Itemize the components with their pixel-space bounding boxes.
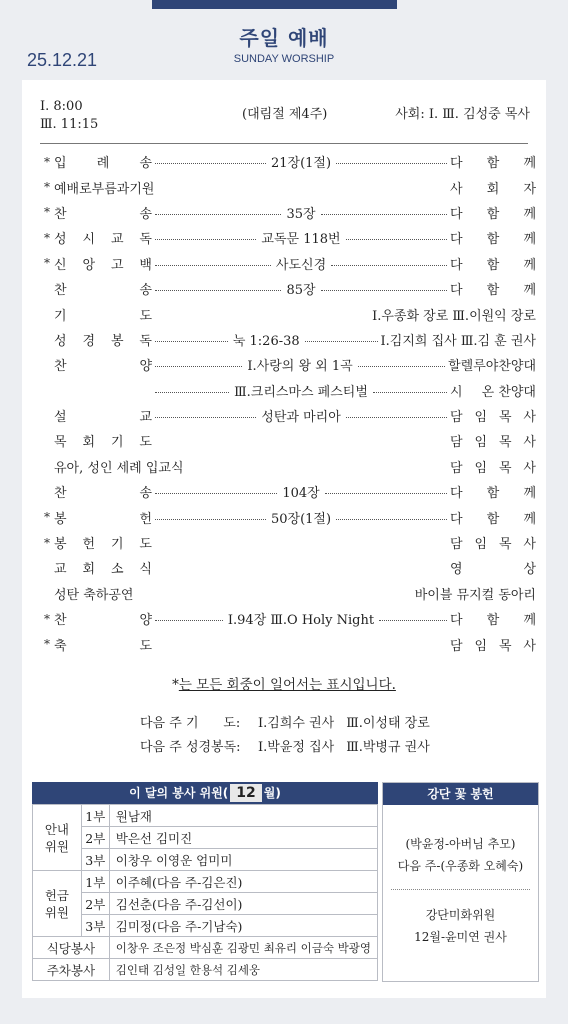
- order-leader-part: 함: [486, 486, 500, 502]
- order-item-char: 도: [139, 537, 152, 553]
- order-item-name: [54, 431, 152, 450]
- order-item-char: 교: [110, 232, 124, 248]
- next-week-assignments: [140, 712, 430, 760]
- order-row: [40, 530, 536, 555]
- order-item-char: 시: [82, 232, 96, 248]
- volunteer-names: 김선춘(다음 주-김선이): [109, 893, 377, 915]
- volunteer-row: [33, 805, 378, 827]
- order-leader-part: 온 찬양대: [481, 384, 536, 400]
- order-item-char: 신: [54, 257, 67, 273]
- order-leader-part: 임: [474, 460, 488, 476]
- order-item-char: 고: [110, 257, 124, 273]
- order-item-detail: 사도신경: [275, 257, 327, 273]
- order-leader-part: 바이블 뮤지컬 동아리: [414, 587, 536, 603]
- volunteer-role: 주차봉사: [33, 959, 110, 981]
- order-leader-part: 목: [498, 460, 512, 476]
- order-item-char: 찬: [54, 613, 67, 629]
- order-item-char: 회: [82, 435, 96, 451]
- order-item-char: 성: [54, 232, 67, 248]
- order-leader-part: 함: [486, 613, 500, 629]
- order-item-leader: [415, 584, 536, 603]
- service-time-1: Ⅰ. 8:00: [40, 99, 83, 114]
- order-item-char: 도: [139, 435, 152, 451]
- flowers-line-1: (박윤정-아버님 추모): [405, 837, 516, 851]
- order-leader-part: 다: [450, 206, 463, 222]
- leader-dots: [321, 290, 447, 291]
- order-item-leader: [450, 279, 536, 298]
- leader-dots: [346, 417, 447, 418]
- order-item-char: 앙: [82, 257, 96, 273]
- order-item-leader: [450, 558, 536, 577]
- volunteer-names: 김미정(다음 주-기남숙): [109, 915, 377, 937]
- order-item-name: [54, 228, 152, 247]
- next-week-reading-3: Ⅲ.박병규 권사: [346, 740, 430, 755]
- order-item-char: 입: [54, 156, 67, 172]
- order-leader-part: 상: [523, 562, 536, 578]
- flowers-panel: [382, 782, 539, 982]
- order-row: [40, 225, 536, 250]
- order-leader-part: 임: [474, 410, 488, 426]
- order-row: [40, 149, 536, 174]
- order-row: [40, 403, 536, 428]
- order-item-char: 송: [139, 283, 152, 299]
- service-date: 25.12.21: [27, 50, 98, 70]
- standing-star: *: [44, 205, 50, 220]
- order-leader-part: 다: [450, 156, 463, 172]
- order-item-char: 봉: [54, 537, 67, 553]
- leader-dots: [155, 239, 256, 240]
- order-leader-part: 담: [450, 537, 463, 553]
- volunteer-service-part: 1부: [81, 871, 109, 893]
- volunteer-service-part: 2부: [81, 827, 109, 849]
- volunteer-group: 헌금 위원: [33, 871, 82, 937]
- order-item-char: 찬: [54, 486, 67, 502]
- order-item-char: 경: [82, 333, 96, 349]
- order-leader-part: 사: [523, 410, 536, 426]
- order-leader-part: 사: [523, 435, 536, 451]
- leader-dots: [336, 519, 447, 520]
- order-item-name: [54, 482, 152, 501]
- order-item-char: 성: [54, 333, 67, 349]
- volunteers-month: 12: [230, 784, 261, 802]
- order-leader-part: 함: [486, 283, 500, 299]
- order-item-leader: [450, 635, 536, 654]
- standing-star: *: [44, 230, 50, 245]
- service-times: [40, 98, 98, 134]
- leader-dots: [155, 392, 229, 393]
- standing-note-star: *: [172, 677, 179, 693]
- volunteer-row: [33, 871, 378, 893]
- order-leader-part: 다: [450, 232, 463, 248]
- order-row: [40, 301, 536, 326]
- order-leader-part: 영: [450, 562, 463, 578]
- volunteers-panel: [32, 782, 378, 981]
- order-item-detail: 50장(1절): [270, 511, 332, 527]
- standing-star: *: [44, 510, 50, 525]
- leader-dots: [373, 392, 447, 393]
- order-item-char: 기: [54, 308, 67, 324]
- order-item-char: 목: [54, 435, 67, 451]
- standing-star: *: [44, 154, 50, 169]
- page-subtitle: SUNDAY WORSHIP: [233, 53, 335, 65]
- volunteer-row: [33, 937, 378, 959]
- order-item-leader: [450, 482, 536, 501]
- order-item-char: 송: [139, 486, 152, 502]
- order-item-char: 기: [110, 537, 124, 553]
- volunteer-service-part: 3부: [81, 915, 109, 937]
- standing-note: [22, 673, 546, 693]
- service-host: 사회: Ⅰ. Ⅲ. 김성중 목사: [395, 107, 530, 122]
- leader-dots: [155, 214, 281, 215]
- leader-dots: [155, 366, 242, 367]
- order-leader-part: 께: [523, 613, 536, 629]
- order-item-leader: [450, 152, 536, 171]
- order-item-detail: Ⅰ.사랑의 왕 외 1곡: [247, 359, 353, 375]
- leader-dots: [155, 493, 277, 494]
- order-item-detail: 눅 1:26-38: [232, 333, 300, 349]
- flowers-line-4: 12월-윤미연 권사: [414, 930, 507, 944]
- order-item-char: 도: [139, 638, 152, 654]
- volunteer-names: 박은선 김미진: [109, 827, 377, 849]
- flowers-line-3: 강단미화위원: [425, 908, 496, 922]
- order-leader-part: 함: [486, 257, 500, 273]
- order-leader-part: 시: [450, 384, 463, 400]
- order-leader-part: 함: [486, 511, 500, 527]
- order-item-leader: [450, 381, 536, 400]
- order-leader-part: 목: [498, 638, 512, 654]
- order-leader-part: 임: [474, 537, 488, 553]
- order-row: [40, 454, 536, 479]
- order-leader-part: 목: [498, 537, 512, 553]
- order-item-char: 기: [110, 435, 124, 451]
- volunteer-names: 원남재: [109, 805, 377, 827]
- order-item-char: 예배로부름과기원: [54, 181, 155, 197]
- order-item-name: [54, 406, 152, 425]
- standing-star: *: [44, 180, 50, 195]
- order-item-char: 축: [54, 638, 67, 654]
- order-item-char: 봉: [54, 511, 67, 527]
- order-item-char: 헌: [139, 511, 152, 527]
- standing-star: *: [44, 535, 50, 550]
- order-item-name: [54, 279, 152, 298]
- order-item-leader: [450, 228, 536, 247]
- order-item-detail: Ⅲ.크리스마스 페스티벌: [234, 384, 368, 400]
- order-leader-part: 께: [523, 232, 536, 248]
- volunteer-row: [33, 849, 378, 871]
- order-item-name: [54, 254, 152, 273]
- order-item-char: 소: [110, 562, 124, 578]
- leader-dots: [155, 290, 281, 291]
- leader-dots: [155, 341, 228, 342]
- order-item-char: 찬: [54, 206, 67, 222]
- order-item-detail: 85장: [286, 283, 316, 299]
- volunteer-names: 이주혜(다음 주-김은진): [109, 871, 377, 893]
- next-week-prayer-label: 다음 주 기 도:: [140, 716, 241, 731]
- order-row: [40, 352, 536, 377]
- flowers-line-2: 다음 주-(우종화 오혜숙): [397, 859, 524, 873]
- order-item-leader: [450, 406, 536, 425]
- volunteer-names: 김인태 김성일 한용석 김세웅: [109, 959, 377, 981]
- order-row: [40, 327, 536, 352]
- order-leader-part: 께: [523, 511, 536, 527]
- standing-star: *: [44, 611, 50, 626]
- volunteer-service-part: 1부: [81, 805, 109, 827]
- order-item-leader: [450, 178, 536, 197]
- order-item-char: 양: [139, 613, 152, 629]
- order-item-char: 양: [139, 359, 152, 375]
- leader-dots: [325, 493, 447, 494]
- order-leader-part: 다: [450, 283, 463, 299]
- advent-week: (대림절 제4주): [242, 107, 328, 122]
- volunteer-service-part: 3부: [81, 849, 109, 871]
- order-item-leader: [450, 203, 536, 222]
- order-item-char: 유아, 성인 세례 입교식: [54, 460, 184, 476]
- leader-dots: [379, 620, 447, 621]
- leader-dots: [358, 366, 445, 367]
- order-leader-part: 께: [523, 206, 536, 222]
- order-leader-part: 다: [450, 257, 463, 273]
- order-item-char: 송: [139, 156, 152, 172]
- volunteer-row: [33, 915, 378, 937]
- next-week-prayer: [140, 712, 430, 736]
- order-leader-part: Ⅰ.김지희 집사 Ⅲ.김 훈 권사: [380, 333, 536, 349]
- leader-dots: [321, 214, 447, 215]
- order-item-leader: [450, 609, 536, 628]
- order-item-name: [54, 152, 152, 171]
- order-item-char: 식: [139, 562, 152, 578]
- leader-dots: [336, 163, 447, 164]
- order-item-leader: [448, 355, 536, 374]
- order-item-char: 송: [139, 206, 152, 222]
- order-leader-part: 자: [523, 181, 536, 197]
- order-leader-part: 께: [523, 257, 536, 273]
- order-row: [40, 631, 536, 656]
- order-item-detail: 104장: [282, 486, 320, 502]
- order-leader-part: 함: [486, 232, 500, 248]
- order-item-name: [54, 305, 152, 324]
- order-leader-part: 께: [523, 156, 536, 172]
- order-leader-part: 사: [523, 460, 536, 476]
- order-item-name: [54, 635, 152, 654]
- order-row: [40, 504, 536, 529]
- volunteers-title: [32, 782, 378, 804]
- order-leader-part: 함: [486, 156, 500, 172]
- volunteers-title-post: 월): [263, 786, 281, 800]
- order-item-name: [54, 584, 152, 603]
- next-week-prayer-1: Ⅰ.김희수 권사: [258, 716, 335, 731]
- page-title: 주일 예배: [239, 26, 329, 50]
- order-item-char: 헌: [82, 537, 96, 553]
- order-row: [40, 555, 536, 580]
- volunteer-row: [33, 827, 378, 849]
- order-leader-part: Ⅰ.우종화 장로 Ⅲ.이원익 장로: [372, 308, 536, 324]
- order-item-char: 도: [139, 308, 152, 324]
- order-leader-part: 목: [498, 435, 512, 451]
- order-item-name: [54, 508, 152, 527]
- order-leader-part: 임: [474, 435, 488, 451]
- order-item-detail: 교독문 118번: [261, 232, 341, 248]
- order-item-leader: [381, 330, 537, 349]
- order-leader-part: 다: [450, 613, 463, 629]
- standing-note-text: 는 모든 회중이 일어서는 표시입니다.: [178, 677, 396, 693]
- volunteer-group: 안내 위원: [33, 805, 82, 871]
- order-item-char: 찬: [54, 283, 67, 299]
- order-item-name: [54, 457, 184, 476]
- order-item-leader: [450, 254, 536, 273]
- order-item-name: [54, 533, 152, 552]
- order-leader-part: 께: [523, 283, 536, 299]
- flowers-divider: [391, 889, 530, 890]
- header-divider: [40, 143, 528, 144]
- next-week-reading-label: 다음 주 성경봉독:: [140, 740, 241, 755]
- volunteer-names: 이창우 이영운 엄미미: [109, 849, 377, 871]
- leader-dots: [155, 265, 271, 266]
- leader-dots: [346, 239, 447, 240]
- leader-dots: [155, 519, 266, 520]
- order-leader-part: 할렐루야찬양대: [448, 359, 536, 375]
- order-leader-part: 사: [523, 537, 536, 553]
- next-week-prayer-3: Ⅲ.이성태 장로: [346, 716, 430, 731]
- order-item-char: 회: [82, 562, 96, 578]
- order-row: [40, 428, 536, 453]
- order-row: [40, 378, 536, 403]
- order-leader-part: 께: [523, 486, 536, 502]
- bulletin-card: [22, 80, 546, 998]
- volunteer-names: 이창우 조은정 박심훈 김광민 최유리 이금숙 박광영: [109, 937, 377, 959]
- order-leader-part: 담: [450, 410, 463, 426]
- order-item-name: [54, 330, 152, 349]
- volunteer-row: [33, 959, 378, 981]
- order-item-leader: [450, 508, 536, 527]
- volunteers-table: [32, 804, 378, 981]
- order-item-char: 교: [54, 562, 67, 578]
- leader-dots: [331, 265, 447, 266]
- leader-dots: [155, 620, 223, 621]
- order-item-name: [54, 355, 152, 374]
- order-leader-part: 담: [450, 638, 463, 654]
- order-item-detail: 성탄과 마리아: [261, 410, 341, 426]
- order-leader-part: 다: [450, 511, 463, 527]
- order-row: [40, 200, 536, 225]
- next-week-reading-1: Ⅰ.박윤정 집사: [258, 740, 335, 755]
- leader-dots: [305, 341, 378, 342]
- order-row: [40, 174, 536, 199]
- order-row: [40, 479, 536, 504]
- next-week-reading: [140, 736, 430, 760]
- standing-star: *: [44, 256, 50, 271]
- leader-dots: [155, 417, 256, 418]
- order-item-detail: Ⅰ.94장 Ⅲ.O Holy Night: [227, 613, 375, 629]
- order-item-leader: [450, 457, 536, 476]
- service-time-3: Ⅲ. 11:15: [40, 117, 99, 132]
- order-leader-part: 회: [486, 181, 500, 197]
- order-item-char: 설: [54, 410, 67, 426]
- order-item-name: [54, 558, 152, 577]
- order-leader-part: 목: [498, 410, 512, 426]
- order-leader-part: 함: [486, 206, 500, 222]
- order-item-detail: 21장(1절): [270, 156, 332, 172]
- order-item-char: 백: [139, 257, 152, 273]
- order-of-worship: [40, 149, 536, 657]
- standing-star: *: [44, 637, 50, 652]
- order-item-char: 독: [139, 232, 152, 248]
- order-item-char: 찬: [54, 359, 67, 375]
- order-row: [40, 251, 536, 276]
- order-item-char: 교: [139, 410, 152, 426]
- order-item-name: [54, 178, 155, 197]
- order-item-name: [54, 203, 152, 222]
- order-item-char: 성탄 축하공연: [54, 587, 134, 603]
- order-item-leader: [372, 305, 536, 324]
- order-item-name: [54, 609, 152, 628]
- order-row: [40, 581, 536, 606]
- volunteer-row: [33, 893, 378, 915]
- order-leader-part: 사: [450, 181, 463, 197]
- order-item-detail: 35장: [286, 206, 316, 222]
- order-leader-part: 다: [450, 486, 463, 502]
- order-leader-part: 담: [450, 435, 463, 451]
- flowers-title: 강단 꽃 봉헌: [383, 783, 538, 805]
- order-row: [40, 606, 536, 631]
- order-leader-part: 사: [523, 638, 536, 654]
- order-item-char: 봉: [110, 333, 124, 349]
- order-item-char: 례: [96, 156, 110, 172]
- leader-dots: [155, 163, 266, 164]
- volunteers-title-pre: 이 달의 봉사 위원(: [129, 786, 229, 800]
- order-leader-part: 임: [474, 638, 488, 654]
- order-item-leader: [450, 431, 536, 450]
- order-row: [40, 276, 536, 301]
- volunteer-service-part: 2부: [81, 893, 109, 915]
- volunteer-role: 식당봉사: [33, 937, 110, 959]
- order-leader-part: 담: [450, 460, 463, 476]
- order-item-char: 독: [139, 333, 152, 349]
- order-item-leader: [450, 533, 536, 552]
- top-accent-bar: [152, 0, 397, 9]
